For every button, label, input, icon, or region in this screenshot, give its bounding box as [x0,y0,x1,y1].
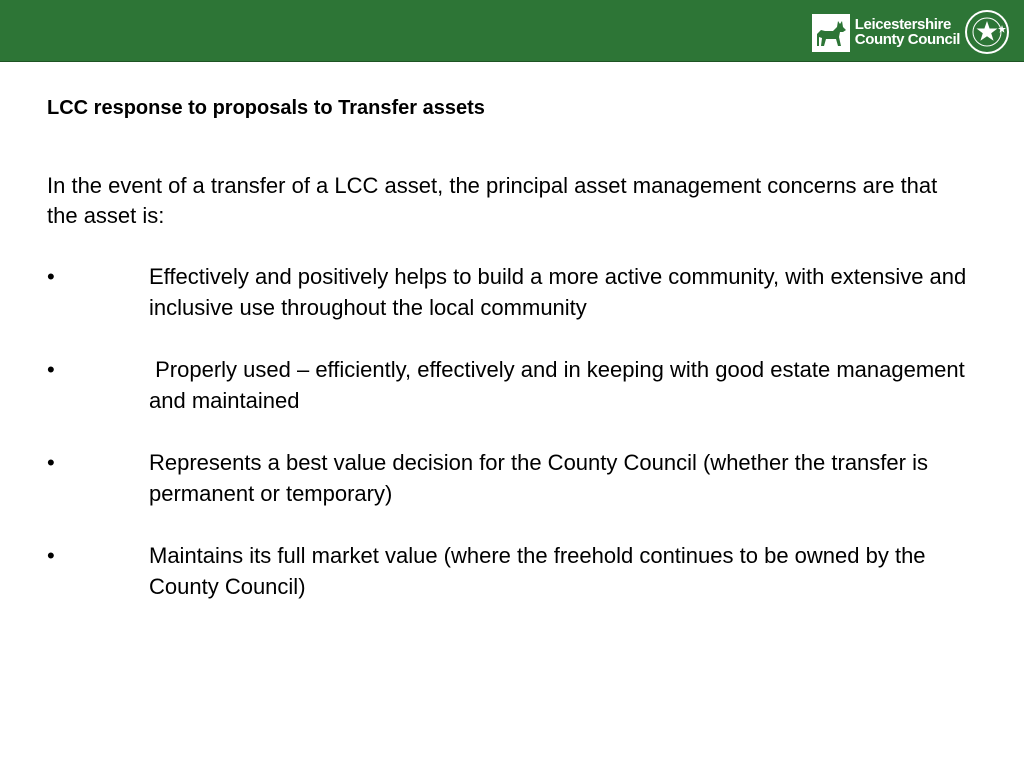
council-logo [811,10,1010,54]
logo-wordmark [855,17,960,47]
list-item [47,540,987,602]
star-rating-badge-icon [964,9,1010,55]
bullet-text: Represents a best value decision for the County Council (whether the transfer is permanent or temporary) [149,450,928,506]
bullet-marker: • [47,543,55,568]
bullet-text: Maintains its full market value (where the freehold continues to be owned by the County Council) [149,543,926,599]
bullet-text: Properly used – efficiently, effectively and in keeping with good estate management and maintained [149,357,971,413]
list-item [47,354,987,416]
list-item [47,261,987,323]
bullet-text: Effectively and positively helps to build a more active community, with extensive and inclusive use throughout the local community [149,264,967,320]
logo-line-1: Leicestershire [854,16,951,33]
slide-title: LCC response to proposals to Transfer assets [47,97,485,119]
bullet-marker: • [47,357,55,382]
bullet-list [47,261,987,633]
bullet-marker: • [47,264,55,289]
logo-line-2: County Council [854,31,960,48]
intro-paragraph: In the event of a transfer of a LCC asset, the principal asset management concerns are that the asset is: [47,173,938,228]
list-item [47,447,987,509]
bullet-marker: • [47,450,55,475]
fox-silhouette-icon [811,12,851,52]
header-bar [0,0,1024,62]
